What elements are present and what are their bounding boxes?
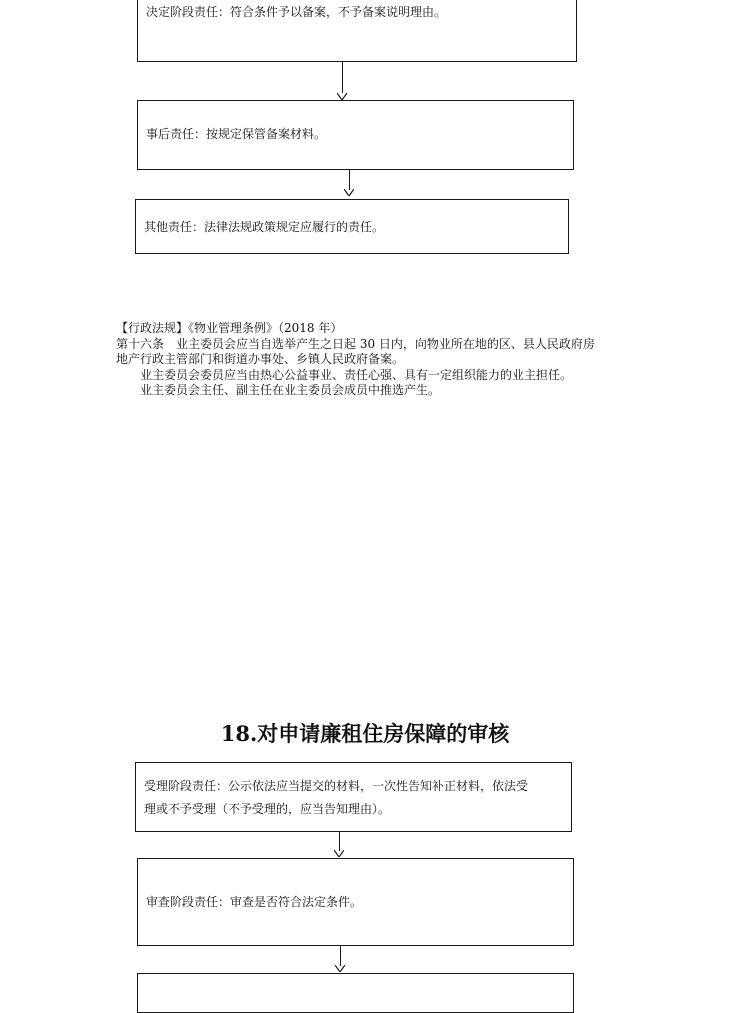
flow-box-review-text: 审查阶段责任：审查是否符合法定条件。 — [146, 895, 363, 909]
law-paragraph-3: 业主委员会主任、副主任在业主委员会成员中推选产生。 — [140, 383, 441, 397]
flow-connector-3 — [339, 832, 340, 851]
flow-box-other — [135, 199, 569, 254]
law-article-line-2: 地产行政主管部门和街道办事处、乡镇人民政府备案。 — [116, 352, 405, 366]
law-heading: 【行政法规】《物业管理条例》（2018 年） — [116, 321, 343, 335]
flow-box-decision — [137, 0, 577, 62]
flow-box-next — [137, 973, 574, 1013]
section-title: 18.对申请廉租住房保障的审核 — [220, 721, 510, 746]
flow-arrowhead-4 — [335, 965, 345, 972]
flow-box-after-text: 事后责任：按规定保管备案材料。 — [146, 127, 327, 141]
flow-box-other-text: 其他责任：法律法规政策规定应履行的责任。 — [144, 220, 385, 234]
flow-box-decision-text: 决定阶段责任：符合条件予以备案，不予备案说明理由。 — [146, 5, 447, 19]
flow-arrowhead-1 — [337, 93, 347, 100]
flow-box-accept-line-2: 理或不予受理（不予受理的，应当告知理由）。 — [144, 802, 391, 816]
law-article-line-1: 第十六条 业主委员会应当自选举产生之日起 30 日内，向物业所在地的区、县人民政府房 — [116, 336, 595, 351]
flow-connector-2 — [349, 170, 350, 190]
flow-box-after — [137, 100, 574, 170]
flow-box-review — [137, 858, 574, 946]
flow-arrowhead-3 — [334, 850, 344, 857]
flow-connector-1 — [342, 62, 343, 93]
flow-connector-4 — [340, 946, 341, 966]
flow-box-accept-line-1: 受理阶段责任：公示依法应当提交的材料，一次性告知补正材料，依法受 — [144, 779, 529, 793]
flow-box-accept — [135, 762, 572, 832]
law-paragraph-2: 业主委员会委员应当由热心公益事业、责任心强、具有一定组织能力的业主担任。 — [140, 367, 573, 382]
flow-arrowhead-2 — [344, 189, 354, 196]
law-citation — [116, 321, 676, 399]
